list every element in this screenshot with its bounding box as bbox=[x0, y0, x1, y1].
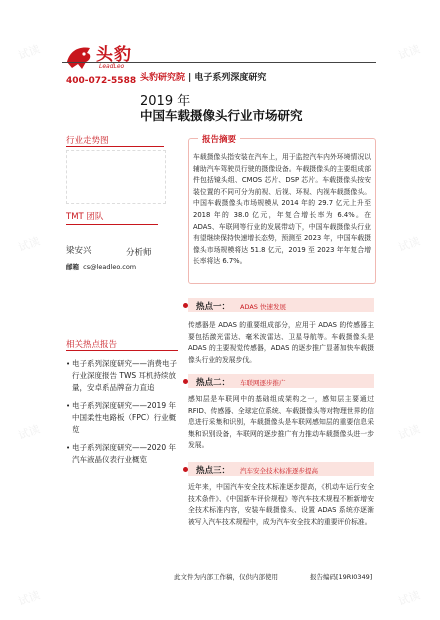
summary-label: 报告摘要 bbox=[198, 133, 240, 145]
watermark: 试读 bbox=[16, 422, 42, 443]
hotspot-1-subtitle: ADAS 快速发展 bbox=[240, 303, 286, 311]
report-number: 报告编码[19RI0349] bbox=[310, 573, 373, 581]
team-label: TMT 团队 bbox=[66, 212, 104, 222]
trend-chart-area bbox=[66, 150, 166, 204]
hotspot-2-subtitle: 车联网逐步推广 bbox=[240, 379, 286, 387]
analyst-role: 分析师 bbox=[126, 248, 152, 258]
related-report-item[interactable]: • 电子系列深度研究——2019 年中国柔性电路板（FPC）行业概览 bbox=[66, 400, 178, 436]
header-series bbox=[140, 70, 266, 83]
watermark: 试读 bbox=[396, 42, 422, 63]
trend-chart-label: 行业走势图 bbox=[66, 136, 109, 146]
hotspot-bullet-icon bbox=[183, 379, 188, 384]
related-reports-list bbox=[66, 358, 178, 472]
team-divider bbox=[66, 224, 158, 225]
hotspot-3-text: 近年来，中国汽车安全技术标准逐步提高，《机动车运行安全技术条件》、《中国新车评价规程》等汽车技术规程不断新增安全技术标准内容，安装车载摄像头、设置 ADAS 系统亦逐渐被写入汽车技术规程中，成为汽车安全技术的重要评价标准。 bbox=[188, 483, 374, 526]
watermark: 试读 bbox=[16, 42, 42, 63]
related-reports-label: 相关热点报告 bbox=[66, 340, 118, 350]
trend-chart-divider bbox=[66, 146, 164, 147]
hotspot-3-label: 热点三： bbox=[196, 466, 231, 476]
analyst-email bbox=[66, 262, 136, 271]
watermark: 试读 bbox=[396, 422, 422, 443]
report-year: 2019 年 bbox=[140, 94, 191, 109]
related-report-item[interactable]: • 电子系列深度研究——消费电子行业深度报告 TWS 耳机持续放量，安卓系品牌奋力直追 bbox=[66, 358, 178, 394]
brand-phone: 400-072-5588 bbox=[66, 76, 137, 86]
watermark: 试读 bbox=[396, 234, 422, 255]
email-label: 邮箱 bbox=[66, 263, 79, 271]
hotspot-1-text: 传感器是 ADAS 的重要组成部分，应用于 ADAS 的传感器主要包括激光雷达、毫米波雷达、卫星导航等。车载摄像头是 ADAS 的主要视觉传感器，ADAS 的逐步推广显著加快车载摄像头行业的发展步伐。 bbox=[188, 321, 374, 364]
hotspot-bullet-icon bbox=[183, 467, 188, 472]
hotspot-2-label: 热点二： bbox=[196, 378, 231, 388]
page-title: 中国车载摄像头行业市场研究 bbox=[140, 108, 303, 123]
watermark: 试读 bbox=[396, 588, 422, 609]
header-divider bbox=[62, 62, 376, 63]
analyst-name: 梁安兴 bbox=[66, 246, 92, 256]
brand-name: 头豹 bbox=[96, 45, 132, 65]
related-reports-divider bbox=[66, 350, 178, 351]
email-value[interactable]: cs@leadleo.com bbox=[83, 263, 137, 271]
summary-text: 车载摄像头指安装在汽车上，用于监控汽车内外环境情况以辅助汽车驾驶员行驶的摄像设备。车载摄像头的主要组成部件包括镜头组、CMOS 芯片、DSP 芯片。车载摄像头按安装位置的不同可分为前视、后视、环视、内视车载摄像头。中国车载摄像头市场规模从 2014 年的 29.7 亿元上升至 2018 年的 38.0 亿元，年复合增长率为 6.4%。在 ADAS、车联网等行业的发展带动下，中国车载摄像头行业有望继续保持快速增长态势，预测至 2023 年，中国车载摄像头市场规模将达 51.8 亿元，2019 至 2023 年年复合增长率将达 6.7%。 bbox=[193, 153, 371, 266]
hotspot-3-subtitle: 汽车安全技术标准逐步提高 bbox=[240, 467, 318, 475]
watermark: 试读 bbox=[16, 588, 42, 609]
footer-notice: 此文件为内部工作稿，仅供内部使用 bbox=[174, 573, 278, 581]
related-report-item[interactable]: • 电子系列深度研究——2020 年汽车液晶仪表行业概览 bbox=[66, 442, 178, 466]
institute-name: 头豹研究院 bbox=[140, 73, 186, 83]
series-name: 电子系列深度研究 bbox=[194, 73, 267, 83]
hotspot-2-text: 感知层是车联网中的基础组成架构之一，感知层主要通过 RFID、传感器、全球定位系统、车载摄像头等对物理世界的信息进行采集和识别，车载摄像头是车联网感知层的重要信息采集和识别设备，车联网的逐步推广有力推动车载摄像头进一步发展。 bbox=[188, 395, 374, 450]
hotspot-bullet-icon bbox=[183, 303, 188, 308]
brand-name-en: LeadLeo bbox=[99, 63, 125, 70]
hotspot-1-label: 热点一： bbox=[196, 302, 231, 312]
header-separator: | bbox=[188, 73, 192, 83]
leopard-logo-icon bbox=[64, 40, 94, 72]
watermark: 试读 bbox=[16, 234, 42, 255]
